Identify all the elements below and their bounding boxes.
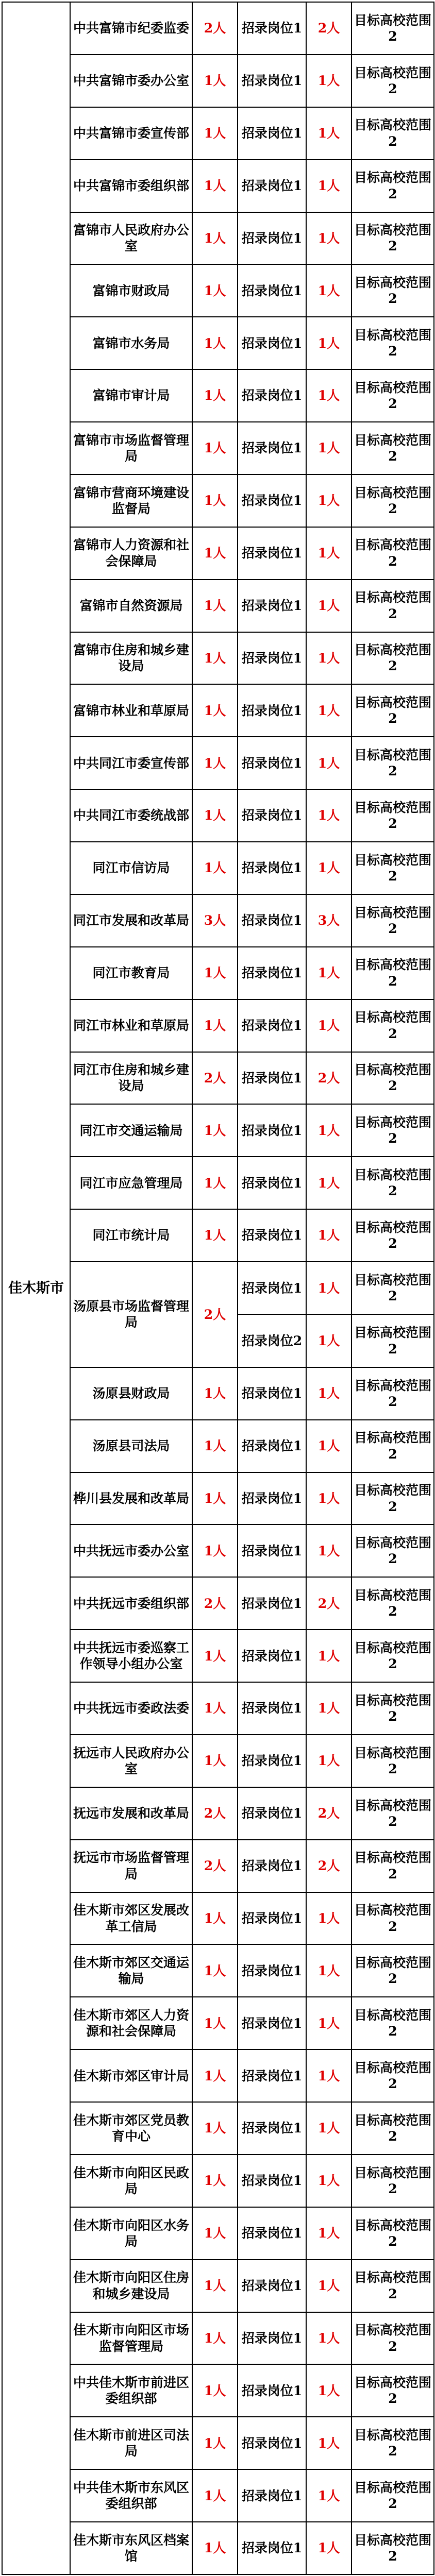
target-cell: 目标高校范围2 xyxy=(352,842,434,894)
position-count-cell: 1人 xyxy=(306,2102,352,2155)
position-count-cell: 1人 xyxy=(306,2312,352,2365)
department-cell: 中共同江市委宣传部 xyxy=(70,737,192,789)
dept-count-cell: 1人 xyxy=(192,2207,238,2260)
position-count-cell: 1人 xyxy=(306,789,352,842)
department-cell: 中共佳木斯市前进区委组织部 xyxy=(70,2364,192,2417)
dept-count-cell: 1人 xyxy=(192,1735,238,1787)
department-cell: 中共富锦市委宣传部 xyxy=(70,107,192,160)
position-count-cell: 1人 xyxy=(306,999,352,1052)
target-cell: 目标高校范围2 xyxy=(352,1524,434,1577)
dept-count-cell: 2人 xyxy=(192,2,238,55)
target-cell: 目标高校范围2 xyxy=(352,1472,434,1525)
target-cell: 目标高校范围2 xyxy=(352,2364,434,2417)
department-cell: 汤原县市场监督管理局 xyxy=(70,1262,192,1367)
position-cell: 招录岗位1 xyxy=(238,2469,306,2522)
dept-count-cell: 1人 xyxy=(192,580,238,632)
position-cell: 招录岗位1 xyxy=(238,1735,306,1787)
dept-count-cell: 1人 xyxy=(192,632,238,685)
department-cell: 汤原县财政局 xyxy=(70,1367,192,1420)
department-cell: 富锦市自然资源局 xyxy=(70,580,192,632)
target-cell: 目标高校范围2 xyxy=(352,1892,434,1945)
position-cell: 招录岗位1 xyxy=(238,999,306,1052)
dept-count-cell: 1人 xyxy=(192,1420,238,1472)
target-cell: 目标高校范围2 xyxy=(352,1787,434,1840)
position-count-cell: 1人 xyxy=(306,527,352,580)
department-cell: 富锦市营商环境建设监督局 xyxy=(70,474,192,527)
dept-count-cell: 1人 xyxy=(192,1892,238,1945)
dept-count-cell: 1人 xyxy=(192,2522,238,2574)
dept-count-cell: 1人 xyxy=(192,369,238,422)
department-cell: 佳木斯市向阳区民政局 xyxy=(70,2155,192,2207)
target-cell: 目标高校范围2 xyxy=(352,2312,434,2365)
position-count-cell: 1人 xyxy=(306,1892,352,1945)
dept-count-cell: 1人 xyxy=(192,1472,238,1525)
position-count-cell: 2人 xyxy=(306,1577,352,1630)
position-count-cell: 1人 xyxy=(306,2469,352,2522)
position-count-cell: 1人 xyxy=(306,2522,352,2574)
position-cell: 招录岗位1 xyxy=(238,2,306,55)
target-cell: 目标高校范围2 xyxy=(352,2207,434,2260)
dept-count-cell: 1人 xyxy=(192,2364,238,2417)
department-cell: 中共同江市委统战部 xyxy=(70,789,192,842)
position-cell: 招录岗位1 xyxy=(238,2417,306,2469)
position-count-cell: 1人 xyxy=(306,474,352,527)
dept-count-cell: 1人 xyxy=(192,160,238,212)
target-cell: 目标高校范围2 xyxy=(352,1682,434,1735)
department-cell: 同江市应急管理局 xyxy=(70,1157,192,1209)
department-cell: 中共富锦市纪委监委 xyxy=(70,2,192,55)
target-cell: 目标高校范围2 xyxy=(352,474,434,527)
dept-count-cell: 1人 xyxy=(192,474,238,527)
target-cell: 目标高校范围2 xyxy=(352,1944,434,1997)
position-cell: 招录岗位1 xyxy=(238,1262,306,1314)
position-count-cell: 1人 xyxy=(306,737,352,789)
department-cell: 佳木斯市郊区交通运输局 xyxy=(70,1944,192,1997)
department-cell: 中共抚远市委政法委 xyxy=(70,1682,192,1735)
position-cell: 招录岗位1 xyxy=(238,1472,306,1525)
position-cell: 招录岗位1 xyxy=(238,684,306,737)
target-cell: 目标高校范围2 xyxy=(352,1997,434,2049)
target-cell: 目标高校范围2 xyxy=(352,737,434,789)
target-cell: 目标高校范围2 xyxy=(352,2260,434,2312)
position-cell: 招录岗位1 xyxy=(238,1997,306,2049)
position-cell: 招录岗位1 xyxy=(238,1840,306,1892)
position-count-cell: 1人 xyxy=(306,1157,352,1209)
position-cell: 招录岗位1 xyxy=(238,160,306,212)
position-cell: 招录岗位1 xyxy=(238,2155,306,2207)
position-count-cell: 1人 xyxy=(306,1524,352,1577)
dept-count-cell: 1人 xyxy=(192,1944,238,1997)
department-cell: 同江市信访局 xyxy=(70,842,192,894)
dept-count-cell: 1人 xyxy=(192,999,238,1052)
position-cell: 招录岗位1 xyxy=(238,2260,306,2312)
department-cell: 中共抚远市委组织部 xyxy=(70,1577,192,1630)
target-cell: 目标高校范围2 xyxy=(352,212,434,265)
department-cell: 中共富锦市委组织部 xyxy=(70,160,192,212)
position-count-cell: 1人 xyxy=(306,1735,352,1787)
position-count-cell: 1人 xyxy=(306,947,352,999)
position-count-cell: 1人 xyxy=(306,2364,352,2417)
position-count-cell: 1人 xyxy=(306,2207,352,2260)
position-count-cell: 1人 xyxy=(306,1367,352,1420)
position-cell: 招录岗位1 xyxy=(238,2102,306,2155)
dept-count-cell: 1人 xyxy=(192,55,238,107)
position-count-cell: 1人 xyxy=(306,632,352,685)
dept-count-cell: 1人 xyxy=(192,317,238,369)
dept-count-cell: 1人 xyxy=(192,2049,238,2102)
department-cell: 抚远市人民政府办公室 xyxy=(70,1735,192,1787)
position-count-cell: 1人 xyxy=(306,580,352,632)
position-count-cell: 1人 xyxy=(306,317,352,369)
position-count-cell: 1人 xyxy=(306,2155,352,2207)
position-cell: 招录岗位1 xyxy=(238,422,306,474)
dept-count-cell: 1人 xyxy=(192,1209,238,1262)
position-cell: 招录岗位1 xyxy=(238,1787,306,1840)
department-cell: 富锦市水务局 xyxy=(70,317,192,369)
target-cell: 目标高校范围2 xyxy=(352,2,434,55)
position-count-cell: 1人 xyxy=(306,2049,352,2102)
position-count-cell: 1人 xyxy=(306,1104,352,1157)
dept-count-cell: 2人 xyxy=(192,1577,238,1630)
target-cell: 目标高校范围2 xyxy=(352,1630,434,1682)
target-cell: 目标高校范围2 xyxy=(352,160,434,212)
department-cell: 同江市林业和草原局 xyxy=(70,999,192,1052)
position-cell: 招录岗位1 xyxy=(238,580,306,632)
position-count-cell: 2人 xyxy=(306,2,352,55)
position-count-cell: 1人 xyxy=(306,107,352,160)
target-cell: 目标高校范围2 xyxy=(352,1840,434,1892)
department-cell: 抚远市市场监督管理局 xyxy=(70,1840,192,1892)
position-cell: 招录岗位1 xyxy=(238,1209,306,1262)
position-cell: 招录岗位1 xyxy=(238,842,306,894)
department-cell: 佳木斯市郊区审计局 xyxy=(70,2049,192,2102)
position-count-cell: 1人 xyxy=(306,160,352,212)
position-count-cell: 2人 xyxy=(306,1052,352,1105)
position-cell: 招录岗位1 xyxy=(238,1577,306,1630)
target-cell: 目标高校范围2 xyxy=(352,527,434,580)
dept-count-cell: 1人 xyxy=(192,1367,238,1420)
position-count-cell: 1人 xyxy=(306,212,352,265)
position-cell: 招录岗位2 xyxy=(238,1314,306,1367)
target-cell: 目标高校范围2 xyxy=(352,947,434,999)
target-cell: 目标高校范围2 xyxy=(352,1367,434,1420)
department-cell: 同江市交通运输局 xyxy=(70,1104,192,1157)
dept-count-cell: 1人 xyxy=(192,1524,238,1577)
city-cell: 佳木斯市 xyxy=(2,2,70,2574)
position-cell: 招录岗位1 xyxy=(238,894,306,947)
target-cell: 目标高校范围2 xyxy=(352,894,434,947)
target-cell: 目标高校范围2 xyxy=(352,1052,434,1105)
department-cell: 抚远市发展和改革局 xyxy=(70,1787,192,1840)
position-count-cell: 2人 xyxy=(306,1787,352,1840)
target-cell: 目标高校范围2 xyxy=(352,1209,434,1262)
department-cell: 中共抚远市委办公室 xyxy=(70,1524,192,1577)
position-cell: 招录岗位1 xyxy=(238,1682,306,1735)
target-cell: 目标高校范围2 xyxy=(352,1104,434,1157)
target-cell: 目标高校范围2 xyxy=(352,2522,434,2574)
department-cell: 桦川县发展和改革局 xyxy=(70,1472,192,1525)
department-cell: 同江市统计局 xyxy=(70,1209,192,1262)
target-cell: 目标高校范围2 xyxy=(352,789,434,842)
position-cell: 招录岗位1 xyxy=(238,1157,306,1209)
position-count-cell: 1人 xyxy=(306,684,352,737)
target-cell: 目标高校范围2 xyxy=(352,1735,434,1787)
target-cell: 目标高校范围2 xyxy=(352,1157,434,1209)
position-cell: 招录岗位1 xyxy=(238,2312,306,2365)
department-cell: 汤原县司法局 xyxy=(70,1420,192,1472)
position-count-cell: 1人 xyxy=(306,842,352,894)
position-cell: 招录岗位1 xyxy=(238,632,306,685)
department-cell: 佳木斯市郊区党员教育中心 xyxy=(70,2102,192,2155)
position-cell: 招录岗位1 xyxy=(238,789,306,842)
target-cell: 目标高校范围2 xyxy=(352,999,434,1052)
department-cell: 富锦市人民政府办公室 xyxy=(70,212,192,265)
target-cell: 目标高校范围2 xyxy=(352,2102,434,2155)
target-cell: 目标高校范围2 xyxy=(352,580,434,632)
position-count-cell: 1人 xyxy=(306,55,352,107)
position-cell: 招录岗位1 xyxy=(238,1944,306,1997)
position-cell: 招录岗位1 xyxy=(238,737,306,789)
dept-count-cell: 1人 xyxy=(192,947,238,999)
target-cell: 目标高校范围2 xyxy=(352,1577,434,1630)
dept-count-cell: 1人 xyxy=(192,527,238,580)
position-cell: 招录岗位1 xyxy=(238,947,306,999)
position-cell: 招录岗位1 xyxy=(238,212,306,265)
dept-count-cell: 1人 xyxy=(192,2312,238,2365)
position-count-cell: 1人 xyxy=(306,1314,352,1367)
dept-count-cell: 1人 xyxy=(192,737,238,789)
position-cell: 招录岗位1 xyxy=(238,527,306,580)
position-cell: 招录岗位1 xyxy=(238,2522,306,2574)
target-cell: 目标高校范围2 xyxy=(352,369,434,422)
target-cell: 目标高校范围2 xyxy=(352,55,434,107)
dept-count-cell: 2人 xyxy=(192,1787,238,1840)
position-count-cell: 1人 xyxy=(306,369,352,422)
dept-count-cell: 1人 xyxy=(192,212,238,265)
dept-count-cell: 1人 xyxy=(192,2469,238,2522)
position-count-cell: 1人 xyxy=(306,422,352,474)
position-cell: 招录岗位1 xyxy=(238,107,306,160)
dept-count-cell: 1人 xyxy=(192,1682,238,1735)
target-cell: 目标高校范围2 xyxy=(352,422,434,474)
target-cell: 目标高校范围2 xyxy=(352,2049,434,2102)
department-cell: 中共佳木斯市东风区委组织部 xyxy=(70,2469,192,2522)
position-cell: 招录岗位1 xyxy=(238,317,306,369)
position-count-cell: 1人 xyxy=(306,1472,352,1525)
position-cell: 招录岗位1 xyxy=(238,2364,306,2417)
department-cell: 富锦市财政局 xyxy=(70,264,192,317)
table-row xyxy=(2,2,434,55)
position-count-cell: 1人 xyxy=(306,1420,352,1472)
position-cell: 招录岗位1 xyxy=(238,1420,306,1472)
position-cell: 招录岗位1 xyxy=(238,2049,306,2102)
position-count-cell: 1人 xyxy=(306,2417,352,2469)
position-count-cell: 1人 xyxy=(306,1262,352,1314)
department-cell: 佳木斯市向阳区市场监督管理局 xyxy=(70,2312,192,2365)
position-count-cell: 2人 xyxy=(306,1840,352,1892)
department-cell: 同江市住房和城乡建设局 xyxy=(70,1052,192,1105)
dept-count-cell: 1人 xyxy=(192,1630,238,1682)
target-cell: 目标高校范围2 xyxy=(352,632,434,685)
dept-count-cell: 2人 xyxy=(192,1262,238,1367)
position-cell: 招录岗位1 xyxy=(238,474,306,527)
position-cell: 招录岗位1 xyxy=(238,55,306,107)
target-cell: 目标高校范围2 xyxy=(352,1262,434,1314)
position-cell: 招录岗位1 xyxy=(238,1524,306,1577)
dept-count-cell: 1人 xyxy=(192,1104,238,1157)
position-cell: 招录岗位1 xyxy=(238,1892,306,1945)
department-cell: 佳木斯市前进区司法局 xyxy=(70,2417,192,2469)
position-cell: 招录岗位1 xyxy=(238,264,306,317)
target-cell: 目标高校范围2 xyxy=(352,1314,434,1367)
position-count-cell: 1人 xyxy=(306,1630,352,1682)
dept-count-cell: 1人 xyxy=(192,842,238,894)
position-count-cell: 1人 xyxy=(306,1209,352,1262)
department-cell: 同江市发展和改革局 xyxy=(70,894,192,947)
target-cell: 目标高校范围2 xyxy=(352,684,434,737)
department-cell: 佳木斯市郊区人力资源和社会保障局 xyxy=(70,1997,192,2049)
dept-count-cell: 1人 xyxy=(192,2417,238,2469)
position-cell: 招录岗位1 xyxy=(238,2207,306,2260)
recruitment-table xyxy=(2,2,434,2575)
department-cell: 佳木斯市向阳区住房和城乡建设局 xyxy=(70,2260,192,2312)
target-cell: 目标高校范围2 xyxy=(352,317,434,369)
position-count-cell: 1人 xyxy=(306,1682,352,1735)
dept-count-cell: 1人 xyxy=(192,107,238,160)
department-cell: 同江市教育局 xyxy=(70,947,192,999)
position-cell: 招录岗位1 xyxy=(238,1052,306,1105)
position-count-cell: 1人 xyxy=(306,1997,352,2049)
department-cell: 佳木斯市向阳区水务局 xyxy=(70,2207,192,2260)
department-cell: 富锦市住房和城乡建设局 xyxy=(70,632,192,685)
department-cell: 中共抚远市委巡察工作领导小组办公室 xyxy=(70,1630,192,1682)
position-count-cell: 1人 xyxy=(306,1944,352,1997)
department-cell: 富锦市市场监督管理局 xyxy=(70,422,192,474)
target-cell: 目标高校范围2 xyxy=(352,264,434,317)
target-cell: 目标高校范围2 xyxy=(352,1420,434,1472)
dept-count-cell: 1人 xyxy=(192,1997,238,2049)
target-cell: 目标高校范围2 xyxy=(352,107,434,160)
position-cell: 招录岗位1 xyxy=(238,1630,306,1682)
dept-count-cell: 1人 xyxy=(192,2155,238,2207)
position-count-cell: 1人 xyxy=(306,264,352,317)
dept-count-cell: 1人 xyxy=(192,789,238,842)
target-cell: 目标高校范围2 xyxy=(352,2469,434,2522)
position-count-cell: 1人 xyxy=(306,2260,352,2312)
dept-count-cell: 2人 xyxy=(192,1840,238,1892)
dept-count-cell: 3人 xyxy=(192,894,238,947)
department-cell: 佳木斯市东风区档案馆 xyxy=(70,2522,192,2574)
position-cell: 招录岗位1 xyxy=(238,1367,306,1420)
target-cell: 目标高校范围2 xyxy=(352,2417,434,2469)
department-cell: 富锦市人力资源和社会保障局 xyxy=(70,527,192,580)
position-cell: 招录岗位1 xyxy=(238,369,306,422)
dept-count-cell: 1人 xyxy=(192,684,238,737)
dept-count-cell: 1人 xyxy=(192,422,238,474)
department-cell: 富锦市林业和草原局 xyxy=(70,684,192,737)
dept-count-cell: 2人 xyxy=(192,1052,238,1105)
dept-count-cell: 1人 xyxy=(192,2102,238,2155)
department-cell: 中共富锦市委办公室 xyxy=(70,55,192,107)
position-count-cell: 3人 xyxy=(306,894,352,947)
position-cell: 招录岗位1 xyxy=(238,1104,306,1157)
dept-count-cell: 1人 xyxy=(192,264,238,317)
dept-count-cell: 1人 xyxy=(192,2260,238,2312)
department-cell: 富锦市审计局 xyxy=(70,369,192,422)
dept-count-cell: 1人 xyxy=(192,1157,238,1209)
target-cell: 目标高校范围2 xyxy=(352,2155,434,2207)
department-cell: 佳木斯市郊区发展改革工信局 xyxy=(70,1892,192,1945)
